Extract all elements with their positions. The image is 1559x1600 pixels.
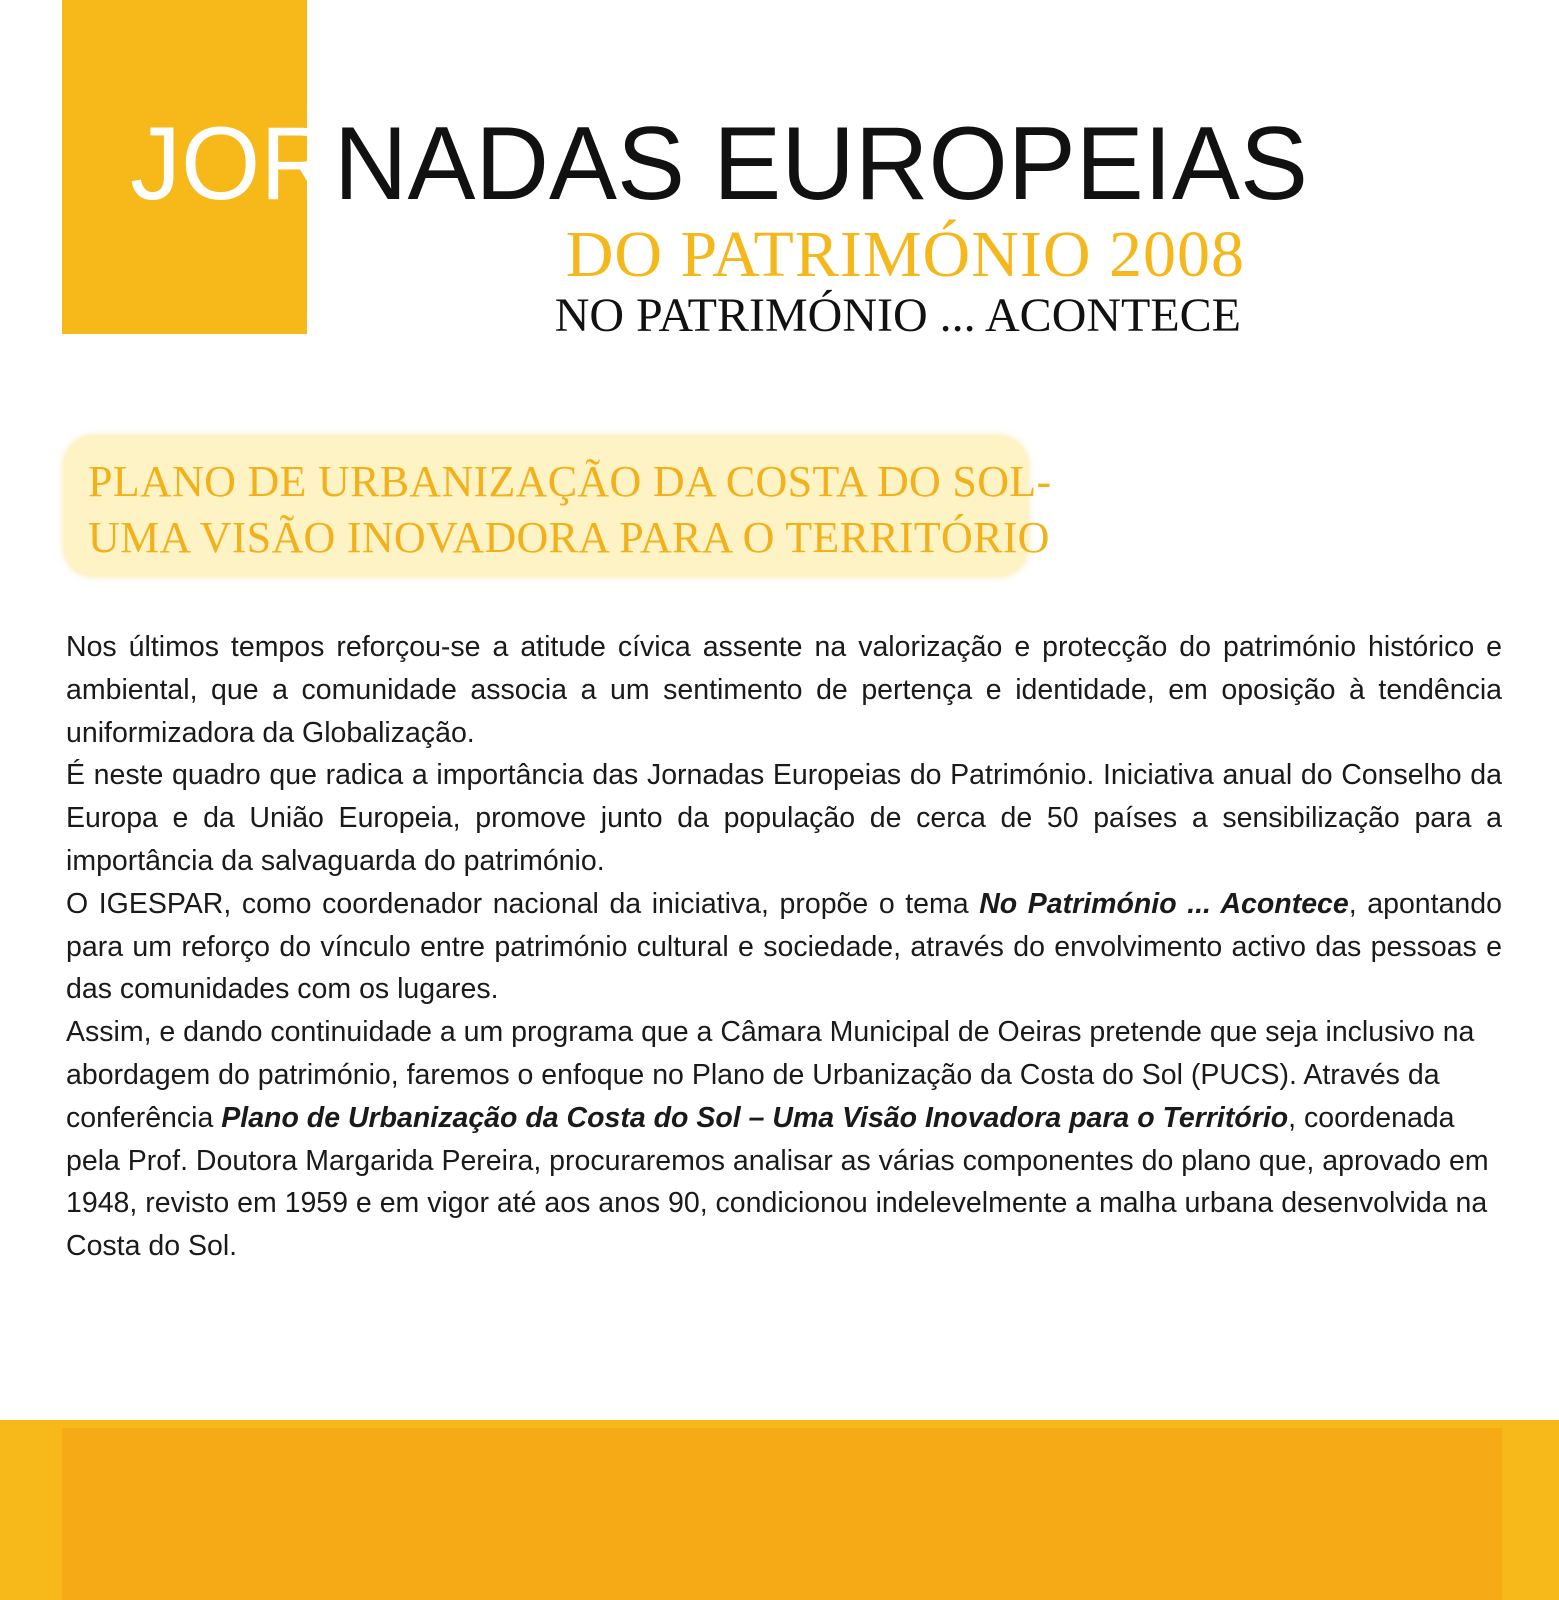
section-title-line-2: UMA VISÃO INOVADORA PARA O TERRITÓRIO	[88, 513, 1050, 562]
paragraph-4-text-before: Assim, e dando continuidade a um programa que a Câmara Municipal de Oeiras pretende que seja inclusivo na abordagem do património, faremos o enfoque no Plano de Urbanização da Costa do Sol (PUCS). Através da conferência	[66, 1016, 1475, 1134]
footer-yellow-panel	[62, 1428, 1502, 1600]
paragraph-1: Nos últimos tempos reforçou-se a atitude cívica assente na valorização e protecção do património histórico e ambiental, que a comunidade associa a um sentimento de pertença e identidade, em oposição à tendência uniformizadora da Globalização.	[66, 631, 1502, 749]
page-title	[130, 106, 1309, 222]
page-title-dark-part: NADAS EUROPEIAS	[333, 106, 1309, 222]
paragraph-4	[66, 1011, 1502, 1268]
page-tagline: NO PATRIMÓNIO ... ACONTECE	[554, 289, 1241, 342]
paragraph-3-text-after: , apontando para um reforço do vínculo entre património cultural e sociedade, através do envolvimento activo das pessoas e das comunidades com os lugares.	[66, 887, 1502, 1006]
paragraph-3	[66, 883, 1502, 1011]
paragraph-3-emphasis: No Património ... Acontece	[979, 887, 1349, 920]
paragraph-3-text-before: O IGESPAR, como coordenador nacional da iniciativa, propõe o tema	[66, 887, 980, 920]
section-title-line-1: PLANO DE URBANIZAÇÃO DA COSTA DO SOL-	[88, 457, 1052, 506]
paragraph-4-text-after: , coordenada pela Prof. Doutora Margarida Pereira, procuraremos analisar as várias componentes do plano que, aprovado em 1948, revisto em 1959 e em vigor até aos anos 90, condicionou indelevelmente a malha urbana desenvolvida na Costa do Sol.	[66, 1101, 1489, 1263]
paragraph-4-emphasis: Plano de Urbanização da Costa do Sol – Uma Visão Inovadora para o Território	[221, 1101, 1289, 1134]
article-body	[66, 626, 1502, 1268]
paragraph-2: É neste quadro que radica a importância das Jornadas Europeias do Património. Iniciativa anual do Conselho da Europa e da União Europeia, promove junto da população de cerca de 50 países a sensibilização para a importância da salvaguarda do património.	[66, 759, 1502, 877]
page-subtitle: DO PATRIMÓNIO 2008	[565, 218, 1245, 291]
page-title-light-part: JOR	[130, 106, 334, 222]
